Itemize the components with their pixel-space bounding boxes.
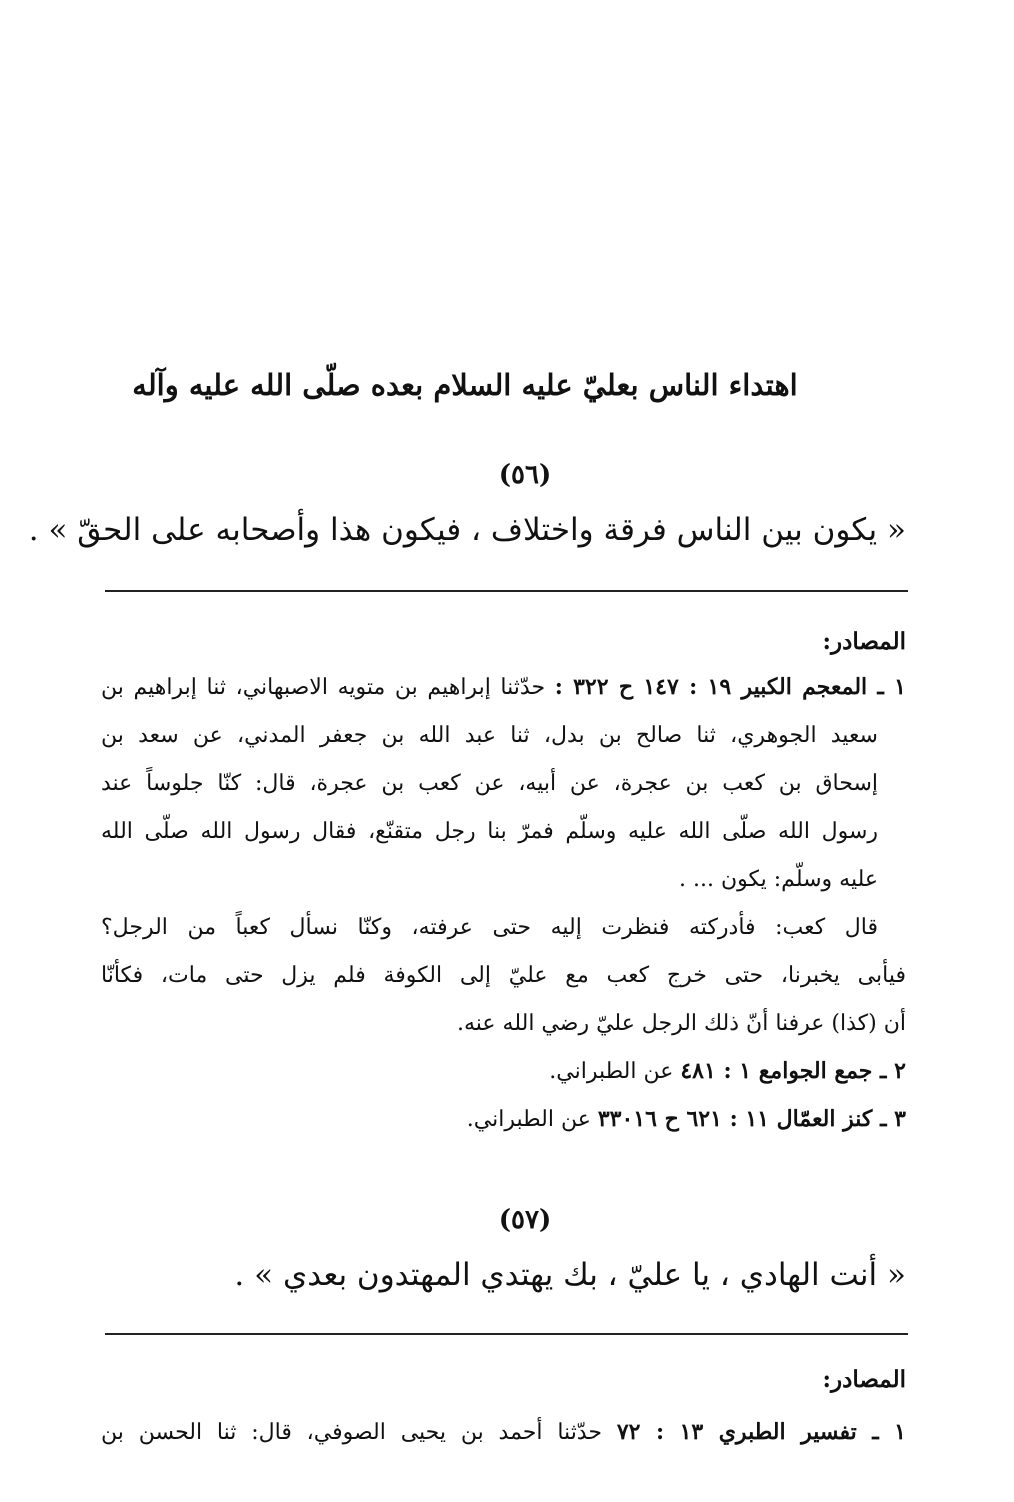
source-item-2 (101, 1049, 906, 1094)
source-line: سعيد الجوهري، ثنا صالح بن بدل، ثنا عبد الله بن جعفر المدني، عن سعد بن (101, 723, 878, 748)
hadith-text-56: « يكون بين الناس فرقة واختلاف ، فيكون هذا وأصحابه على الحقّ » . (28, 512, 906, 548)
hadith-text-57: « أنت الهادي ، يا عليّ ، بك يهتدي المهتدون بعدي » . (234, 1257, 906, 1293)
sources-heading-57: المصادر: (822, 1366, 906, 1393)
source-item-3 (101, 1097, 906, 1142)
hadith-number-57: (٥٧) (498, 1205, 552, 1235)
divider-57 (105, 1333, 908, 1335)
source-line: أن (كذا) عرفنا أنّ ذلك الرجل عليّ رضي الله عنه. (457, 1011, 906, 1036)
source-text: عن الطبراني. (466, 1107, 591, 1132)
source-text: حدّثنا أحمد بن يحيى الصوفي، قال: ثنا الحسن بن (101, 1420, 602, 1445)
source-line: رسول الله صلّى الله عليه وسلّم فمرّ بنا رجل متقنّع، فقال رسول الله صلّى الله (101, 819, 878, 844)
hadith-number-56: (٥٦) (498, 460, 552, 490)
source-text: عن الطبراني. (549, 1059, 674, 1084)
source-line: قال كعب: فأدركته فنظرت إليه حتى عرفته، وكنّا نسأل كعباً من الرجل؟ (101, 915, 878, 940)
sources-heading-56: المصادر: (822, 628, 906, 655)
chapter-title: اهتداء الناس بعليّ عليه السلام بعده صلّى الله عليه وآله (132, 368, 798, 402)
source-line: فيأبى يخبرنا، حتى خرج كعب مع عليّ إلى الكوفة فلم يزل حتى مات، فكأنّا (101, 963, 906, 988)
source-label: ١ ـ المعجم الكبير ١٩ : ١٤٧ ح ٣٢٢ : (554, 674, 906, 700)
source-line: عليه وسلّم: يكون ... . (679, 867, 878, 892)
source-label: ١ ـ تفسير الطبري ١٣ : ٧٢ (616, 1419, 906, 1445)
source-line: إسحاق بن كعب بن عجرة، عن أبيه، عن كعب بن عجرة، قال: كنّا جلوساً عند (101, 771, 878, 796)
source-item-1 (101, 1410, 906, 1455)
source-label: ٢ ـ جمع الجوامع ١ : ٤٨١ (680, 1058, 906, 1084)
source-item-1 (101, 665, 906, 710)
source-text: حدّثنا إبراهيم بن متويه الاصبهاني، ثنا إبراهيم بن (101, 675, 546, 700)
source-label: ٣ ـ كنز العمّال ١١ : ٦٢١ ح ٣٣٠١٦ (597, 1106, 906, 1132)
divider-56 (105, 590, 908, 592)
